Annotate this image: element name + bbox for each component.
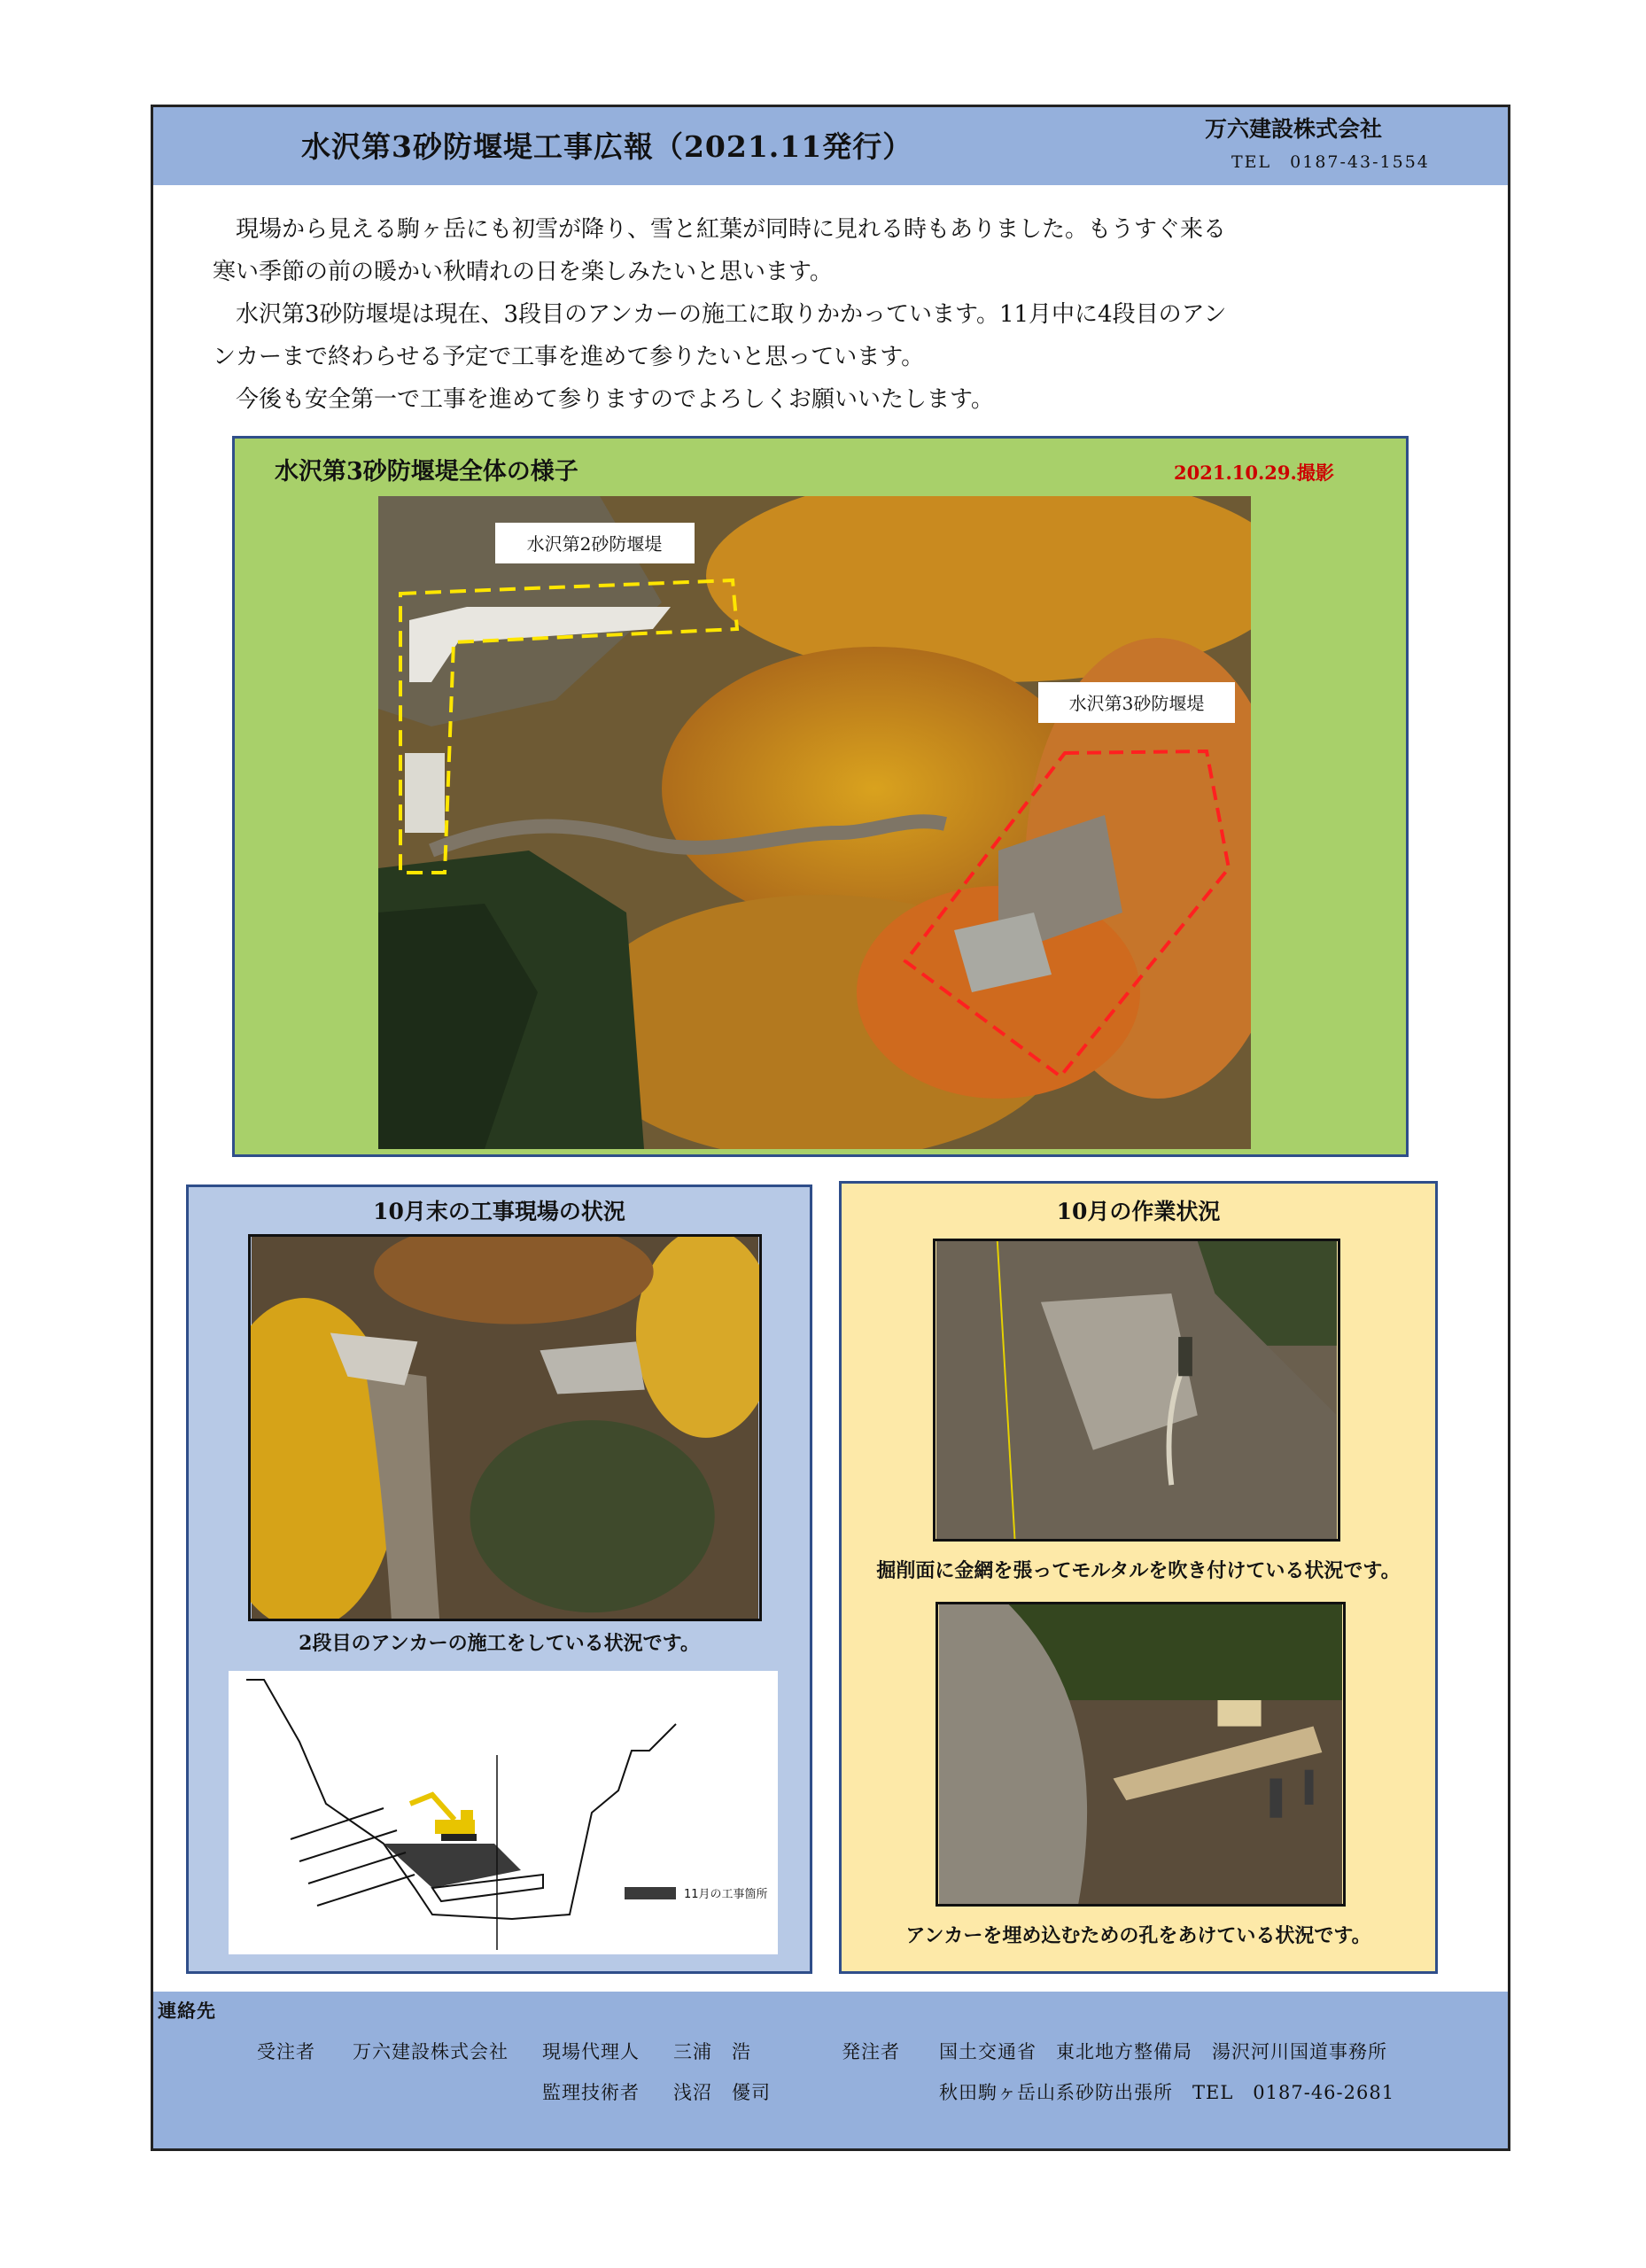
work-status-title: 10月の作業状況	[1056, 1199, 1221, 1224]
orderer-line-2: 秋田駒ヶ岳山系砂防出張所 TEL 0187-46-2681	[939, 2082, 1395, 2103]
work-caption-1: 掘削面に金網を張ってモルタルを吹き付けている状況です。	[876, 1559, 1401, 1582]
intro-line-5: 今後も安全第一で工事を進めて参りますのでよろしくお願いいたします。	[213, 386, 994, 413]
contractor-name: 万六建設株式会社	[353, 2041, 509, 2062]
contact-label: 連絡先	[158, 2000, 216, 2022]
cross-section-diagram	[229, 1671, 778, 1954]
orderer-line-1: 国土交通省 東北地方整備局 湯沢河川国道事務所	[939, 2041, 1387, 2062]
supervisor-name: 浅沼 優司	[673, 2082, 771, 2103]
site-status-title: 10月末の工事現場の状況	[373, 1199, 625, 1224]
intro-line-1: 現場から見える駒ヶ岳にも初雪が降り、雪と紅葉が同時に見れる時もありました。もうすぐ来る	[213, 216, 1227, 243]
intro-line-3: 水沢第3砂防堰堤は現在、3段目のアンカーの施工に取りかかっています。11月中に4段目のアン	[213, 301, 1227, 328]
overview-heading: 水沢第3砂防堰堤全体の様子	[275, 458, 578, 485]
site-aerial-photo	[248, 1234, 762, 1621]
company-name: 万六建設株式会社	[1205, 116, 1383, 142]
overview-photo-date: 2021.10.29.撮影	[1174, 462, 1334, 484]
page-title: 水沢第3砂防堰堤工事広報（2021.11発行）	[301, 129, 913, 164]
site-agent-role: 現場代理人	[542, 2041, 640, 2062]
intro-line-4: ンカーまで終わらせる予定で工事を進めて参りたいと思っています。	[213, 344, 925, 370]
anchor-drilling-photo	[936, 1602, 1346, 1907]
site-agent-name: 三浦 浩	[673, 2041, 751, 2062]
site-status-caption: 2段目のアンカーの施工をしている状況です。	[299, 1632, 700, 1655]
intro-line-2: 寒い季節の前の暖かい秋晴れの日を楽しみたいと思います。	[213, 259, 833, 285]
footer-bar	[153, 1992, 1508, 2148]
label-dam-3: 水沢第3砂防堰堤	[1068, 693, 1205, 714]
diagram-legend-label: 11月の工事箇所	[684, 1888, 768, 1901]
label-dam-2: 水沢第2砂防堰堤	[526, 533, 663, 555]
aerial-photo	[378, 496, 1251, 1149]
contractor-role: 受注者	[257, 2041, 315, 2062]
mortar-spraying-photo	[933, 1239, 1340, 1542]
company-tel: TEL 0187-43-1554	[1231, 152, 1430, 172]
work-caption-2: アンカーを埋め込むための孔をあけている状況です。	[905, 1924, 1371, 1947]
orderer-role: 発注者	[842, 2041, 900, 2062]
supervisor-role: 監理技術者	[542, 2082, 640, 2103]
